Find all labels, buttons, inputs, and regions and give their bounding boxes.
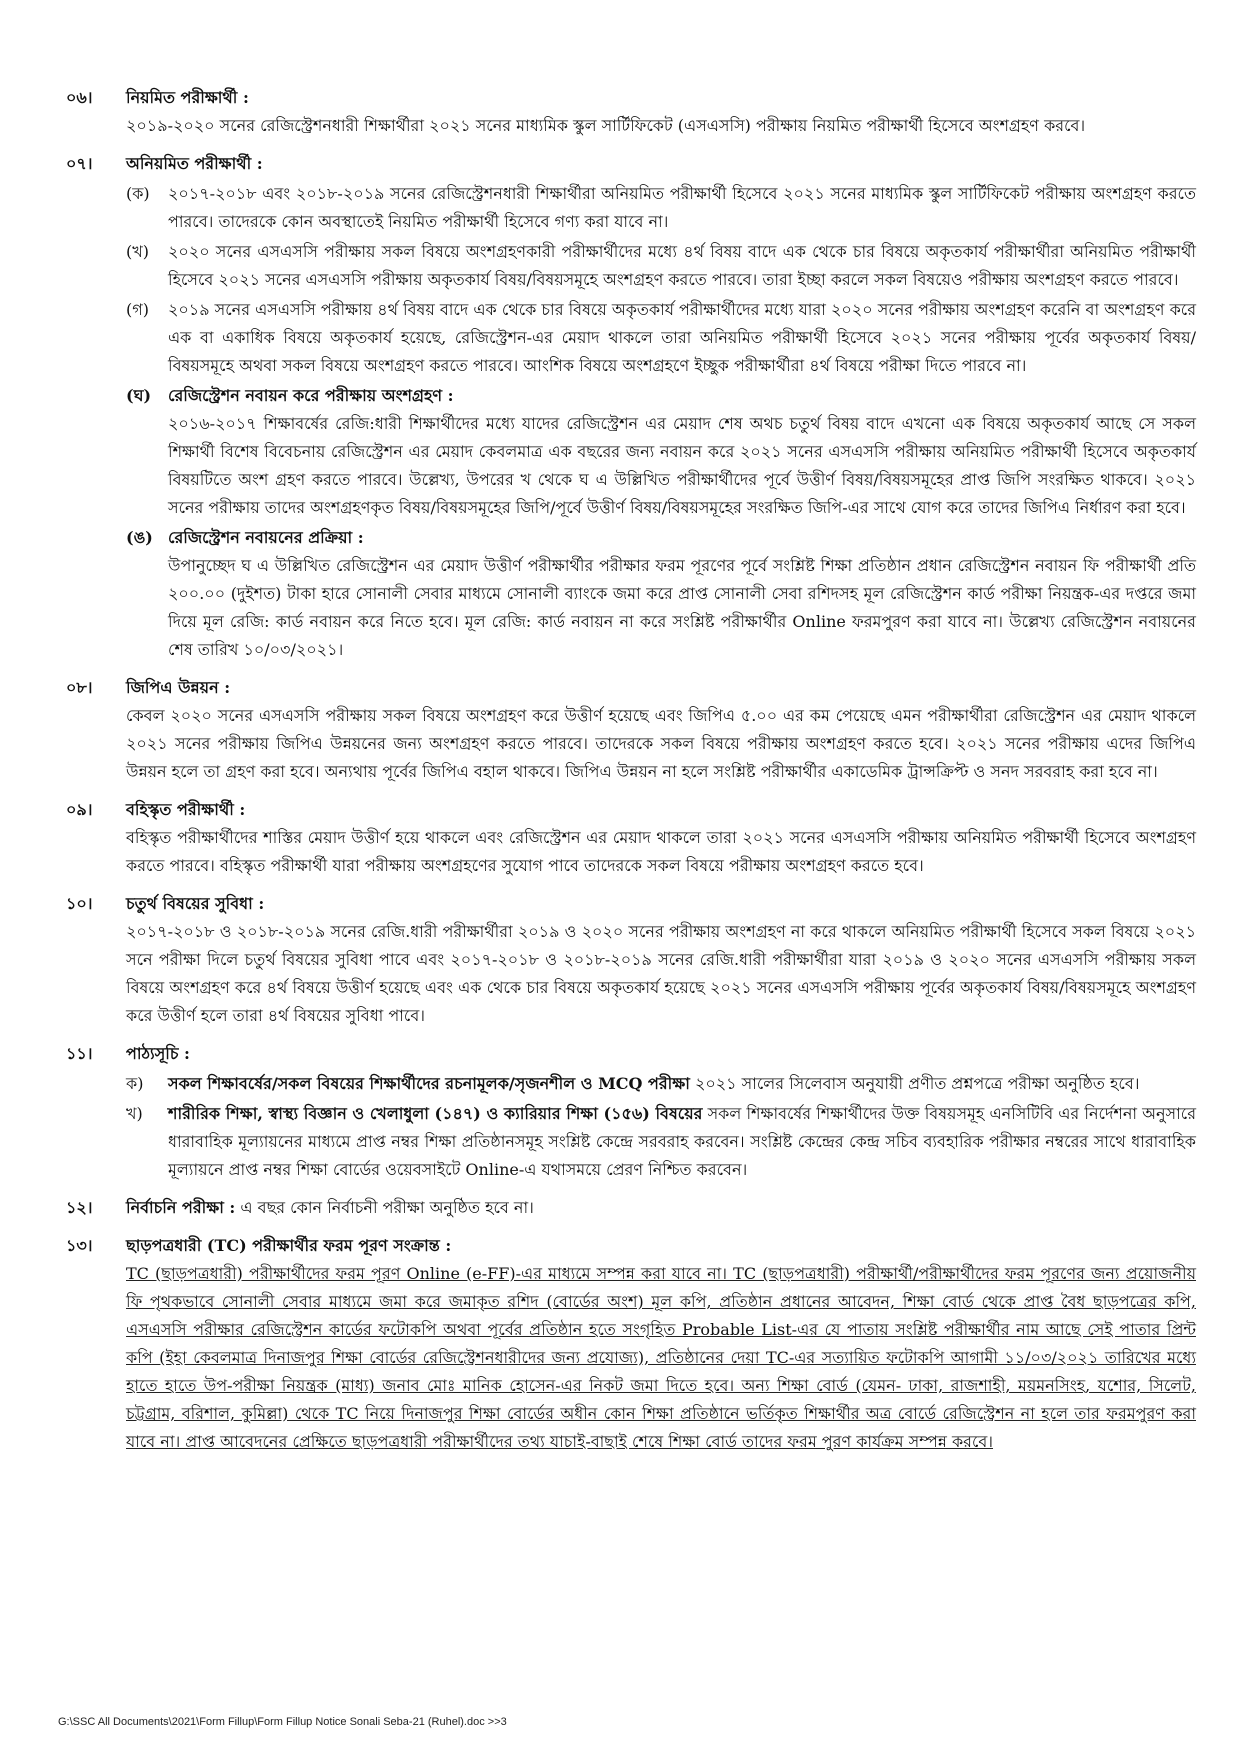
- section-07: [56, 150, 1196, 664]
- subsection-text: ২০১৬-২০১৭ শিক্ষাবর্ষের রেজি:ধারী শিক্ষার্থীদের মধ্যে যাদের রেজিস্ট্রেশন এর মেয়াদ শেষ অথচ চতুর্থ বিষয় বাদে এখনো এক বিষয়ে অকৃতকার্য আছে সে সকল শিক্ষার্থী বিশেষ বিবেচনায় রেজিস্ট্রেশন এর মেয়াদ কেবলমাত্র এক বছরের জন্য নবায়ন করে ২০২১ সনের এসএসসি পরীক্ষায় অনিয়মিত পরীক্ষার্থী হিসেবে অকৃতকার্য বিষয়টিতে অংশ গ্রহণ করতে পারবে। উল্লেখ্য, উপরের খ থেকে ঘ এ উল্লিখিত পরীক্ষার্থীদের পূর্বে উত্তীর্ণ বিষয়/বিষয়সমূহের প্রাপ্ত জিপি সংরক্ষিত থাকবে। ২০২১ সনের পরীক্ষায় তাদের অংশগ্রহণকৃত বিষয়/বিষয়সমূহের জিপি/পূর্বে উত্তীর্ণ বিষয়/বিষয়সমূহের সংরক্ষিত জিপি-এর সাথে যোগ করে তাদের জিপিএ নির্ধারণ করা হবে।: [168, 414, 1196, 517]
- subsection-label: (ঘ): [126, 386, 152, 405]
- subsection-title: রেজিস্ট্রেশন নবায়ন করে পরীক্ষায় অংশগ্রহণ :: [168, 386, 454, 405]
- section-text: কেবল ২০২০ সনের এসএসসি পরীক্ষায় সকল বিষয়ে অংশগ্রহণ করে উত্তীর্ণ হয়েছে এবং জিপিএ ৫.০০ এর কম পেয়েছে এমন পরীক্ষার্থীরা রেজিস্ট্রেশন এর মেয়াদ থাকলে ২০২১ সনের পরীক্ষায় জিপিএ উন্নয়নের জন্য অংশগ্রহণ করতে পারবে। তাদেরকে সকল বিষয়ে পরীক্ষায় অংশগ্রহণ করতে হবে। ২০২১ সনের পরীক্ষায় এদের জিপিএ উন্নয়ন হলে তা গ্রহণ করা হবে। অন্যথায় পূর্বের জিপিএ বহাল থাকবে। জিপিএ উন্নয়ন না হলে সংশ্লিষ্ট পরীক্ষার্থীর একাডেমিক ট্রান্সক্রিপ্ট ও সনদ সরবরাহ করা হবে না।: [126, 706, 1196, 781]
- subsection-label: (ক): [126, 184, 150, 203]
- subsection-text: ২০১৭-২০১৮ এবং ২০১৮-২০১৯ সনের রেজিস্ট্রেশনধারী শিক্ষার্থীরা অনিয়মিত পরীক্ষার্থী হিসেবে ২০২১ সনের মাধ্যমিক স্কুল সার্টিফিকেট পরীক্ষায় অংশগ্রহণ করতে পারবে। তাদেরকে কোন অবস্থাতেই নিয়মিত পরীক্ষার্থী হিসেবে গণ্য করা যাবে না।: [168, 184, 1196, 231]
- subsection-text: ২০২০ সনের এসএসসি পরীক্ষায় সকল বিষয়ে অংশগ্রহণকারী পরীক্ষার্থীদের মধ্যে ৪র্থ বিষয় বাদে এক থেকে চার বিষয়ে অকৃতকার্য পরীক্ষার্থীরা অনিয়মিত পরীক্ষার্থী হিসেবে ২০২১ সনের এসএসসি পরীক্ষায় অকৃতকার্য বিষয়/বিষয়সমূহে অংশগ্রহণ করতে পারবে। তারা ইচ্ছা করলে সকল বিষয়েও পরীক্ষায় অংশগ্রহণ করতে পারবে।: [168, 242, 1196, 289]
- subsection-gha: [126, 382, 1196, 522]
- subsection-label: ক): [126, 1074, 144, 1093]
- section-08: [56, 674, 1196, 786]
- subsection-text: উপানুচ্ছেদ ঘ এ উল্লিখিত রেজিস্ট্রেশন এর মেয়াদ উত্তীর্ণ পরীক্ষার্থীর পরীক্ষার ফরম পূরণের পূর্বে সংশ্লিষ্ট শিক্ষা প্রতিষ্ঠান প্রধান রেজিস্ট্রেশন নবায়ন ফি পরীক্ষার্থী প্রতি ২০০.০০ (দুইশত) টাকা হারে সোনালী সেবার মাধ্যমে সোনালী ব্যাংকে জমা করে প্রাপ্ত সোনালী সেবা রশিদসহ মূল রেজিস্ট্রেশন কার্ড পরীক্ষা নিয়ন্ত্রক-এর দপ্তরে জমা দিয়ে মূল রেজি: কার্ড নবায়ন করে নিতে হবে। মূল রেজি: কার্ড নবায়ন না করে সংশ্লিষ্ট পরীক্ষার্থীর Online ফরমপুরণ করা যাবে না। উল্লেখ্য রেজিস্ট্রেশন নবায়নের শেষ তারিখ ১০/০৩/২০২১।: [168, 556, 1196, 659]
- section-06: [56, 84, 1196, 140]
- section-09: [56, 796, 1196, 880]
- section-number: ১০।: [66, 894, 93, 913]
- section-number: ১৩।: [66, 1236, 93, 1255]
- subsection-bold-text: সকল শিক্ষাবর্ষের/সকল বিষয়ের শিক্ষার্থীদের রচনামূলক/সৃজনশীল ও MCQ পরীক্ষা: [168, 1074, 690, 1093]
- subsection-label: (ঙ): [126, 528, 153, 547]
- section-13: [56, 1232, 1196, 1456]
- subsection-plain-text: সকল শিক্ষাবর্ষের শিক্ষার্থীদের উক্ত বিষয়সমূহ এনসিটিবি এর নির্দেশনা অনুসারে ধারাবাহিক মূল্যায়নের মাধ্যমে প্রাপ্ত নম্বর শিক্ষা প্রতিষ্ঠানসমূহ সংশ্লিষ্ট কেন্দ্রে সরবরাহ করবেন। সংশ্লিষ্ট কেন্দ্রের কেন্দ্র সচিব ব্যবহারিক পরীক্ষার নম্বরের সাথে ধারাবাহিক মূল্যায়নে প্রাপ্ত নম্বর শিক্ষা বোর্ডের ওয়েবসাইটে Online-এ যথাসময়ে প্রেরণ নিশ্চিত করবেন।: [168, 1104, 1197, 1179]
- section-number: ০৬।: [66, 88, 93, 107]
- subsection-text: [168, 1070, 1196, 1098]
- section-12: [56, 1194, 1196, 1222]
- subsection-kha: [126, 1100, 1196, 1184]
- section-number: ১২।: [66, 1198, 93, 1217]
- subsection-ga: [126, 296, 1196, 380]
- section-number: ০৭।: [66, 154, 93, 173]
- subsection-text: [168, 1100, 1196, 1184]
- section-text: ২০১৭-২০১৮ ও ২০১৮-২০১৯ সনের রেজি.ধারী পরীক্ষার্থীরা ২০১৯ ও ২০২০ সনের পরীক্ষায় অংশগ্রহণ না করে থাকলে অনিয়মিত পরীক্ষার্থী হিসেবে সকল বিষয়ে ২০২১ সনে পরীক্ষা দিলে চতুর্থ বিষয়ের সুবিধা পাবে এবং ২০১৭-২০১৮ ও ২০১৮-২০১৯ সনের রেজি.ধারী পরীক্ষার্থীরা যারা ২০১৯ ও ২০২০ সনের এসএসসি পরীক্ষায় সকল বিষয়ে অংশগ্রহণ করে ৪র্থ বিষয়ে উত্তীর্ণ হয়েছে এবং এক থেকে চার বিষয়ে অকৃতকার্য হয়েছে ২০২১ সনের এসএসসি পরীক্ষায় পূর্বের অকৃতকার্য বিষয়/বিষয়সমূহে অংশগ্রহণ করে উত্তীর্ণ হলে তারা ৪র্থ বিষয়ের সুবিধা পাবে।: [126, 922, 1196, 1025]
- section-number: ০৮।: [66, 678, 93, 697]
- section-title: ছাড়পত্রধারী (TC) পরীক্ষার্থীর ফরম পূরণ সংক্রান্ত :: [126, 1236, 452, 1255]
- section-text: ২০১৯-২০২০ সনের রেজিস্ট্রেশনধারী শিক্ষার্থীরা ২০২১ সনের মাধ্যমিক স্কুল সার্টিফিকেট (এসএসসি) পরীক্ষায় নিয়মিত পরীক্ষার্থী হিসেবে অংশগ্রহণ করবে।: [126, 116, 1086, 135]
- subsection-label: (খ): [126, 242, 149, 261]
- section-title: নির্বাচনি পরীক্ষা :: [126, 1198, 236, 1217]
- section-text: TC (ছাড়পত্রধারী) পরীক্ষার্থীদের ফরম পূরণ Online (e-FF)-এর মাধ্যমে সম্পন্ন করা যাবে না। TC (ছাড়পত্রধারী) পরীক্ষার্থী/পরীক্ষার্থীদের ফরম পূরণের জন্য প্রয়োজনীয় ফি পৃথকভাবে সোনালী সেবার মাধ্যমে জমা করে জমাকৃত রশিদ (বোর্ডের অংশ) মূল কপি, প্রতিষ্ঠান প্রধানের আবেদন, শিক্ষা বোর্ড থেকে প্রাপ্ত বৈধ ছাড়পত্রের কপি, এসএসসি পরীক্ষার রেজিস্ট্রেশন কার্ডের ফটোকপি অথবা পূর্বের প্রতিষ্ঠান হতে সংগৃহিত Probable List-এর যে পাতায় সংশ্লিষ্ট পরীক্ষার্থীর নাম আছে সেই পাতার প্রিন্ট কপি (ইহা কেবলমাত্র দিনাজপুর শিক্ষা বোর্ডের রেজিস্ট্রেশনধারীদের জন্য প্রযোজ্য), প্রতিষ্ঠানের দেয়া TC-এর সত্যায়িত ফটোকপি আগামী ১১/০৩/২০২১ তারিখের মধ্যে হাতে হাতে উপ-পরীক্ষা নিয়ন্ত্রক (মাধ্য) জনাব মোঃ মানিক হোসেন-এর নিকট জমা দিতে হবে। অন্য শিক্ষা বোর্ড (যেমন- ঢাকা, রাজশাহী, ময়মনসিংহ, যশোর, সিলেট, চট্টগ্রাম, বরিশাল, কুমিল্লা) থেকে TC নিয়ে দিনাজপুর শিক্ষা বোর্ডের অধীন কোন শিক্ষা প্রতিষ্ঠানে ভর্তিকৃত শিক্ষার্থীর অত্র বোর্ডে রেজিস্ট্রেশন না হলে তার ফরমপুরণ করা যাবে না। প্রাপ্ত আবেদনের প্রেক্ষিতে ছাড়পত্রধারী পরীক্ষার্থীদের তথ্য যাচাই-বাছাই শেষে শিক্ষা বোর্ড তাদের ফরম পুরণ কার্যক্রম সম্পন্ন করবে।: [126, 1264, 1196, 1451]
- section-title: বহিস্কৃত পরীক্ষার্থী :: [126, 800, 246, 819]
- section-title: জিপিএ উন্নয়ন :: [126, 678, 231, 697]
- section-title: নিয়মিত পরীক্ষার্থী :: [126, 88, 249, 107]
- subsection-text: ২০১৯ সনের এসএসসি পরীক্ষায় ৪র্থ বিষয় বাদে এক থেকে চার বিষয়ে অকৃতকার্য পরীক্ষার্থীদের মধ্যে যারা ২০২০ সনের পরীক্ষায় অংশগ্রহণ করেনি বা অংশগ্রহণ করে এক বা একাধিক বিষয়ে অকৃতকার্য হয়েছে, রেজিস্ট্রেশন-এর মেয়াদ থাকলে তারা অনিয়মিত পরীক্ষার্থী হিসেবে ২০২১ সনের পরীক্ষায় পূর্বের অকৃতকার্য বিষয়/বিষয়সমূহে অথবা সকল বিষয়ে অংশগ্রহণ করতে পারবে। আংশিক বিষয়ে অংশগ্রহণে ইচ্ছুক পরীক্ষার্থীরা ৪র্থ বিষয়ে পরীক্ষা দিতে পারবে না।: [168, 300, 1196, 375]
- section-title: অনিয়মিত পরীক্ষার্থী :: [126, 154, 263, 173]
- section-text: এ বছর কোন নির্বাচনী পরীক্ষা অনুষ্ঠিত হবে না।: [235, 1198, 534, 1217]
- subsection-uma: [126, 524, 1196, 664]
- subsection-ka: [126, 1070, 1196, 1098]
- subsection-ka: [126, 180, 1196, 236]
- subsection-label: খ): [126, 1104, 143, 1123]
- section-number: ০৯।: [66, 800, 93, 819]
- section-title: চতুর্থ বিষয়ের সুবিধা :: [126, 894, 265, 913]
- notice-page: [56, 84, 1196, 1466]
- subsection-plain-text: ২০২১ সালের সিলেবাস অনুযায়ী প্রণীত প্রশ্নপত্রে পরীক্ষা অনুষ্ঠিত হবে।: [689, 1074, 1140, 1093]
- subsection-title: রেজিস্ট্রেশন নবায়নের প্রক্রিয়া :: [168, 528, 364, 547]
- subsection-label: (গ): [126, 300, 149, 319]
- subsection-kha: [126, 238, 1196, 294]
- section-title: পাঠ্যসূচি :: [126, 1044, 190, 1063]
- section-11: [56, 1040, 1196, 1184]
- file-path-footer: G:\SSC All Documents\2021\Form Fillup\Form Fillup Notice Sonali Seba-21 (Ruhel).doc >>3: [58, 1716, 507, 1728]
- section-number: ১১।: [66, 1044, 93, 1063]
- subsection-bold-text: শারীরিক শিক্ষা, স্বাস্থ্য বিজ্ঞান ও খেলাধুলা (১৪৭) ও ক্যারিয়ার শিক্ষা (১৫৬) বিষয়ের: [168, 1104, 703, 1123]
- section-text: বহিস্কৃত পরীক্ষার্থীদের শাস্তির মেয়াদ উত্তীর্ণ হয়ে থাকলে এবং রেজিস্ট্রেশন এর মেয়াদ থাকলে তারা ২০২১ সনের এসএসসি পরীক্ষায় অনিয়মিত পরীক্ষার্থী হিসেবে অংশগ্রহণ করতে পারবে। বহিস্কৃত পরীক্ষার্থী যারা পরীক্ষায় অংশগ্রহণের সুযোগ পাবে তাদেরকে সকল বিষয়ে পরীক্ষায় অংশগ্রহণ করতে হবে।: [126, 828, 1196, 875]
- section-10: [56, 890, 1196, 1030]
- section-line: [126, 1194, 1196, 1222]
